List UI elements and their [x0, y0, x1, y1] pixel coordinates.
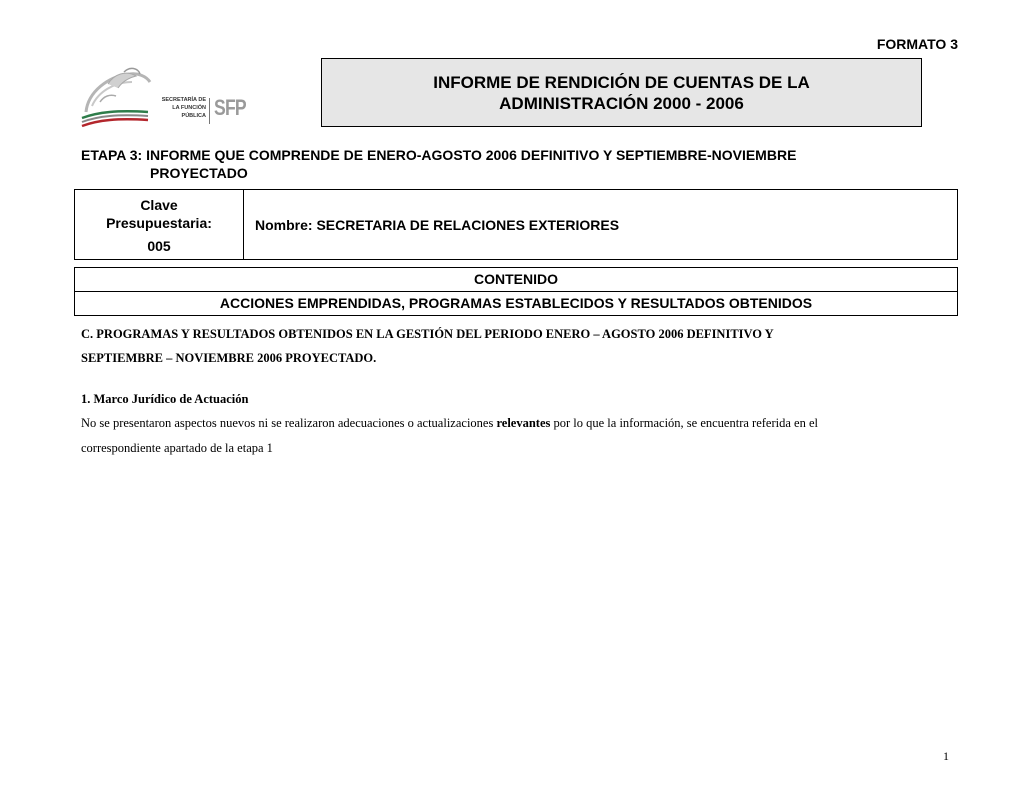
contents-header: CONTENIDO	[75, 268, 957, 292]
sfp-logo	[78, 62, 246, 130]
contents-table	[74, 267, 958, 316]
section-c-heading: C. PROGRAMAS Y RESULTADOS OBTENIDOS EN LA GESTIÓN DEL PERIODO ENERO – AGOSTO 2006 DEFINITIVO Y SEPTIEMBRE – NOVIEMBRE 2006 PROYECTADO.	[81, 327, 774, 365]
stage-heading: ETAPA 3: INFORME QUE COMPRENDE DE ENERO-AGOSTO 2006 DEFINITIVO Y SEPTIEMBRE-NOVIEMBRE PROYECTADO	[81, 147, 797, 181]
legal-framework-heading: 1. Marco Jurídico de Actuación	[81, 392, 249, 406]
eagle-emblem-icon	[78, 62, 156, 130]
budget-key-table	[74, 189, 958, 260]
budget-key-value: 005	[147, 238, 171, 254]
budget-key-cell: Clave Presupuestaria: 005	[75, 190, 244, 259]
agency-name: Nombre: SECRETARIA DE RELACIONES EXTERIORES	[255, 216, 620, 233]
legal-framework-paragraph: No se presentaron aspectos nuevos ni se realizaron adecuaciones o actualizaciones relevantes por lo que la información, se encuentra referida en el correspondiente apartado de la etapa 1	[81, 416, 818, 455]
logo-acronym: SFP	[214, 95, 246, 120]
report-title: INFORME DE RENDICIÓN DE CUENTAS DE LA ADMINISTRACIÓN 2000 - 2006	[321, 58, 922, 127]
format-label: FORMATO 3	[876, 36, 958, 52]
logo-text: SECRETARÍA DE LA FUNCIÓN PÚBLICA	[161, 97, 206, 119]
contents-subheader: ACCIONES EMPRENDIDAS, PROGRAMAS ESTABLECIDOS Y RESULTADOS OBTENIDOS	[219, 295, 813, 311]
page-number: 1	[943, 749, 949, 763]
